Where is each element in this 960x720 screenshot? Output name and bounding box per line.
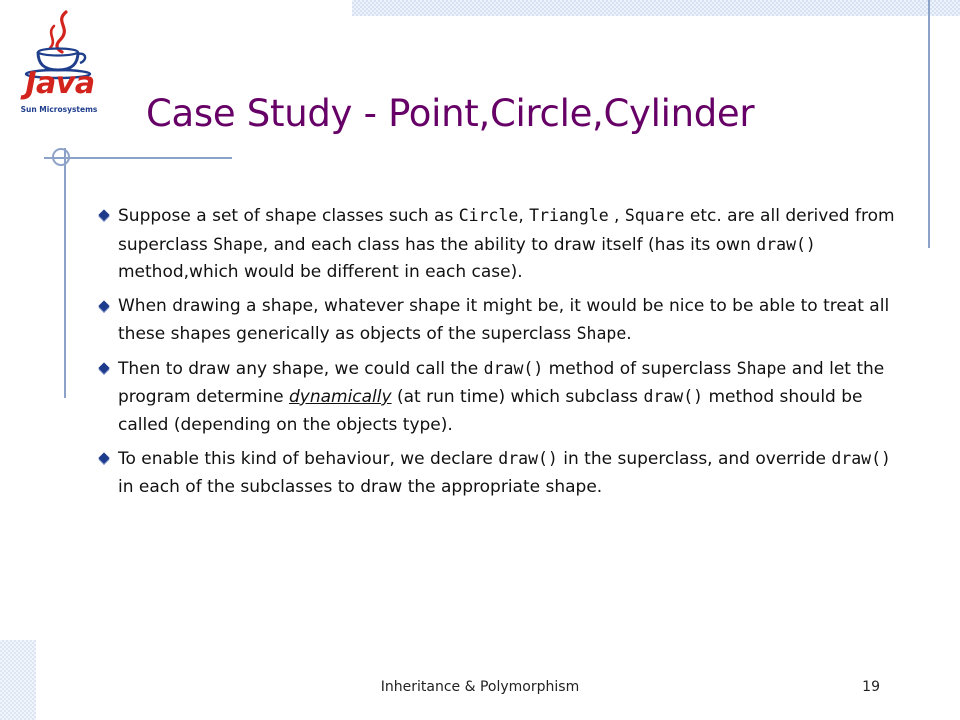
code-span: draw() <box>643 387 704 406</box>
diamond-bullet-icon <box>98 452 109 463</box>
code-span: Shape <box>736 358 787 378</box>
slide-title: Case Study - Point,Circle,Cylinder <box>146 92 755 135</box>
text-span: etc. are all derived from superclass <box>118 206 895 255</box>
code-span: Shape <box>576 324 627 343</box>
text-span: . <box>626 324 632 344</box>
code-span: draw() <box>831 449 891 468</box>
code-span: draw() <box>756 234 816 254</box>
right-accent-line <box>928 0 930 248</box>
title-underline <box>44 157 232 159</box>
text-span: , <box>608 206 625 226</box>
bullet-list <box>100 202 908 507</box>
footer-title: Inheritance & Polymorphism <box>380 679 580 695</box>
bullet-item <box>100 202 908 287</box>
bullet-item <box>100 355 908 440</box>
java-coffee-cup-icon <box>14 8 104 120</box>
bullet-item <box>100 293 908 349</box>
text-span: in the superclass, and override <box>557 449 832 469</box>
bottom-left-checker-band <box>0 640 36 720</box>
text-span: Then to draw any shape, we could call the <box>118 358 484 379</box>
text-span: method should be called (depending on the objects type). <box>118 387 863 435</box>
code-span: Shape <box>213 234 263 254</box>
left-accent-line <box>64 148 66 398</box>
text-span: , and each class has the ability to draw itself (has its own <box>262 234 757 255</box>
code-span: draw() <box>498 449 558 468</box>
page-number: 19 <box>862 679 880 695</box>
text-span: When drawing a shape, whatever shape it might be, it would be nice to be able to treat all these shapes generically as objects of the superclass <box>118 295 890 344</box>
java-logo <box>14 8 104 120</box>
ring-ornament-icon <box>52 148 70 166</box>
sun-microsystems-label: Sun Microsystems <box>20 105 98 114</box>
top-checker-band <box>352 0 960 16</box>
text-span: in each of the subclasses to draw the appropriate shape. <box>118 476 603 497</box>
code-span: Triangle <box>529 206 609 225</box>
diamond-bullet-icon <box>98 209 109 220</box>
code-span: Circle <box>458 206 519 225</box>
bullet-item <box>100 445 908 501</box>
code-span: Square <box>624 206 685 225</box>
diamond-bullet-icon <box>98 300 109 311</box>
text-span: , <box>518 206 530 226</box>
text-span: method,which would be different in each case). <box>118 262 523 282</box>
code-span: draw() <box>483 358 544 378</box>
text-span: method of superclass <box>543 358 737 379</box>
emphasis-span: dynamically <box>288 387 392 407</box>
text-span: Suppose a set of shape classes such as <box>118 206 459 226</box>
text-span: and let the program determine <box>118 358 885 407</box>
diamond-bullet-icon <box>98 362 109 373</box>
text-span: To enable this kind of behaviour, we declare <box>118 449 499 469</box>
text-span: (at run time) which subclass <box>391 387 644 407</box>
java-wordmark: Java <box>25 66 95 101</box>
